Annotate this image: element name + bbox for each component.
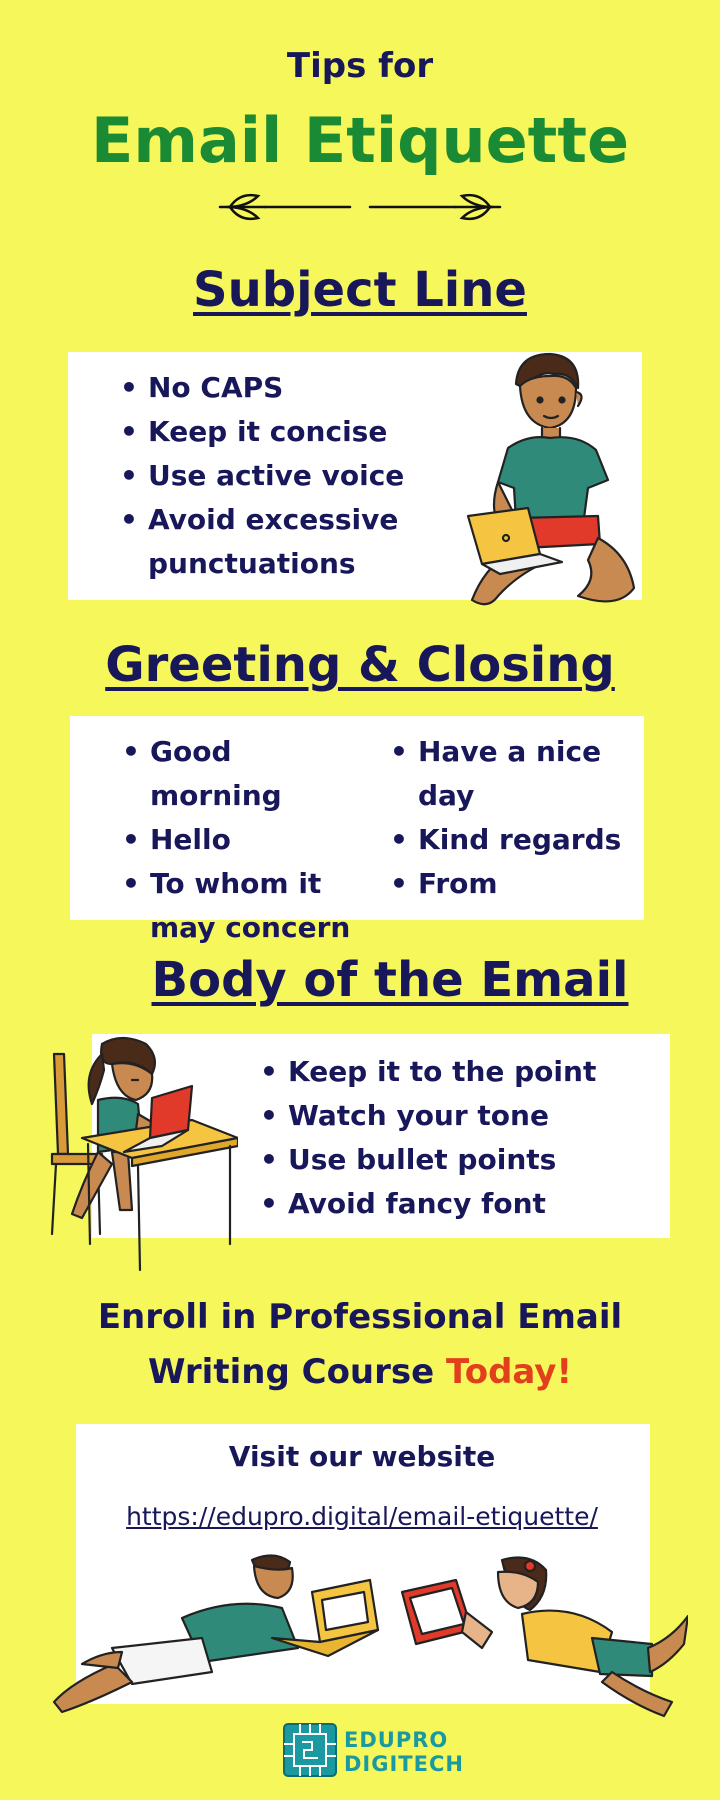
girl-at-desk-illustration — [42, 1034, 238, 1274]
subject-line-heading: Subject Line — [193, 262, 527, 318]
body-email-list — [260, 1050, 660, 1226]
list-item: • Hello — [122, 818, 372, 862]
leaf-divider-icon — [210, 180, 510, 230]
list-item: • Watch your tone — [260, 1094, 660, 1138]
website-link[interactable]: https://edupro.digital/email-etiquette/ — [126, 1502, 598, 1531]
greetings-list — [122, 730, 372, 950]
body-email-heading: Body of the Email — [151, 952, 629, 1008]
list-item: • Keep it to the point — [260, 1050, 660, 1094]
list-item: • Use active voice — [120, 454, 440, 498]
kids-reading-illustration — [52, 1552, 688, 1720]
enroll-line-2-text: Writing Course — [148, 1352, 447, 1392]
list-item: • To whom it may concern — [122, 862, 372, 950]
enroll-highlight: Today! — [446, 1352, 572, 1392]
boy-with-laptop-illustration — [458, 348, 648, 623]
greeting-closing-card — [70, 716, 644, 944]
subject-line-list — [120, 366, 440, 586]
brand-name — [344, 1728, 464, 1776]
edupro-logo-icon — [282, 1722, 338, 1778]
list-item: • Have a nice day — [390, 730, 630, 818]
visit-website-title: Visit our website — [228, 1440, 496, 1473]
list-item: • From — [390, 862, 630, 906]
tips-for-text: Tips for — [286, 46, 434, 86]
list-item: • Avoid excessive punctuations — [120, 498, 440, 586]
enroll-cta — [0, 1290, 720, 1400]
list-item: • Use bullet points — [260, 1138, 660, 1182]
brand-line-2: DIGITECH — [344, 1752, 464, 1776]
page-title: Email Etiquette — [90, 104, 630, 177]
brand-line-1: EDUPRO — [344, 1728, 449, 1752]
list-item: • Keep it concise — [120, 410, 440, 454]
list-item: • Good morning — [122, 730, 372, 818]
enroll-line-2 — [0, 1345, 720, 1400]
closings-list — [390, 730, 630, 906]
list-item: • Kind regards — [390, 818, 630, 862]
list-item: • No CAPS — [120, 366, 440, 410]
list-item: • Avoid fancy font — [260, 1182, 660, 1226]
enroll-line-1: Enroll in Professional Email — [97, 1297, 623, 1337]
greeting-closing-heading: Greeting & Closing — [105, 637, 615, 693]
